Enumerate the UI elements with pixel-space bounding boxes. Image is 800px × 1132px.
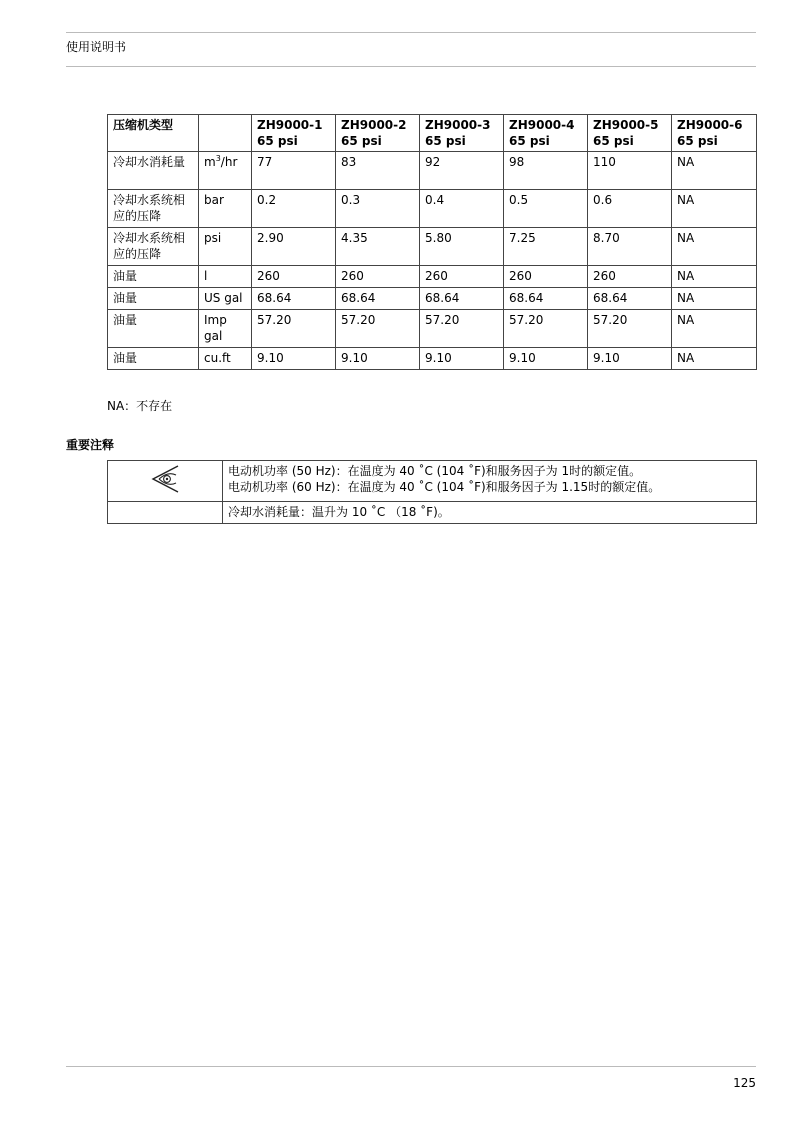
cell-value: 57.20 [420,310,504,348]
cell-value: 9.10 [504,348,588,370]
row-label: 冷却水系统相应的压降 [108,190,199,228]
cell-value: NA [672,310,757,348]
row-label: 油量 [108,310,199,348]
table-row [108,228,757,266]
row-label: 冷却水消耗量 [108,152,199,190]
note-icon-cell [108,461,223,502]
header-cell: ZH9000-2 65 psi [336,115,420,152]
footer-rule [66,1066,756,1067]
row-unit: bar [199,190,252,228]
cell-value: 110 [588,152,672,190]
cell-value: NA [672,228,757,266]
cell-value: 57.20 [336,310,420,348]
row-unit: psi [199,228,252,266]
header-cell: ZH9000-1 65 psi [252,115,336,152]
row-unit: l [199,266,252,288]
spec-table [107,114,757,370]
na-note: NA：不存在 [107,399,173,413]
cell-value: 2.90 [252,228,336,266]
cell-value: NA [672,266,757,288]
table-row [108,348,757,370]
document-title: 使用说明书 [66,40,127,54]
note-row [108,461,757,502]
cell-value: 92 [420,152,504,190]
cell-value: 68.64 [336,288,420,310]
cell-value: 0.5 [504,190,588,228]
row-label: 冷却水系统相应的压降 [108,228,199,266]
cell-value: 68.64 [252,288,336,310]
cell-value: 0.6 [588,190,672,228]
cell-value: 68.64 [420,288,504,310]
cell-value: NA [672,348,757,370]
cell-value: 9.10 [336,348,420,370]
table-row [108,288,757,310]
cell-value: 77 [252,152,336,190]
cell-value: 98 [504,152,588,190]
cell-value: 5.80 [420,228,504,266]
cell-value: 57.20 [252,310,336,348]
cell-value: 68.64 [588,288,672,310]
table-row [108,310,757,348]
page-number: 125 [733,1076,756,1090]
row-label: 油量 [108,348,199,370]
row-label: 油量 [108,288,199,310]
note-row [108,502,757,524]
row-unit: cu.ft [199,348,252,370]
header-top-rule [66,32,756,33]
note-empty-cell [108,502,223,524]
table-row [108,152,757,190]
cell-value: 9.10 [420,348,504,370]
row-unit: $m^3/hr$ [199,152,252,190]
spec-header-row [108,115,757,152]
notes-table [107,460,757,524]
cell-value: 260 [420,266,504,288]
cell-value: 260 [504,266,588,288]
note-line: 电动机功率 (60 Hz)：在温度为 40 ˚C (104 ˚F)和服务因子为 1.15时的额定值。 [228,480,661,494]
note-text: 冷却水消耗量：温升为 10 ˚C （18 ˚F)。 [223,502,757,524]
cell-value: 260 [252,266,336,288]
cell-value: NA [672,190,757,228]
header-cell: 压缩机类型 [108,115,199,152]
cell-value: 0.2 [252,190,336,228]
row-label: 油量 [108,266,199,288]
cell-value: NA [672,152,757,190]
row-unit: US gal [199,288,252,310]
cell-value: 9.10 [252,348,336,370]
cell-value: NA [672,288,757,310]
cell-value: 8.70 [588,228,672,266]
header-cell [199,115,252,152]
cell-value: 0.4 [420,190,504,228]
note-text [223,461,757,502]
cell-value: 260 [336,266,420,288]
cell-value: 4.35 [336,228,420,266]
cell-value: 57.20 [504,310,588,348]
header-cell: ZH9000-5 65 psi [588,115,672,152]
cell-value: 83 [336,152,420,190]
cell-value: 57.20 [588,310,672,348]
header-cell: ZH9000-4 65 psi [504,115,588,152]
header-cell: ZH9000-3 65 psi [420,115,504,152]
note-line: 电动机功率 (50 Hz)：在温度为 40 ˚C (104 ˚F)和服务因子为 1时的额定值。 [228,464,642,478]
eye-icon [148,484,182,498]
table-row [108,266,757,288]
table-row [108,190,757,228]
cell-value: 7.25 [504,228,588,266]
cell-value: 260 [588,266,672,288]
cell-value: 0.3 [336,190,420,228]
header-cell: ZH9000-6 65 psi [672,115,757,152]
row-unit: Imp gal [199,310,252,348]
notes-heading: 重要注释 [66,438,115,452]
cell-value: 68.64 [504,288,588,310]
header-bottom-rule [66,66,756,67]
cell-value: 9.10 [588,348,672,370]
